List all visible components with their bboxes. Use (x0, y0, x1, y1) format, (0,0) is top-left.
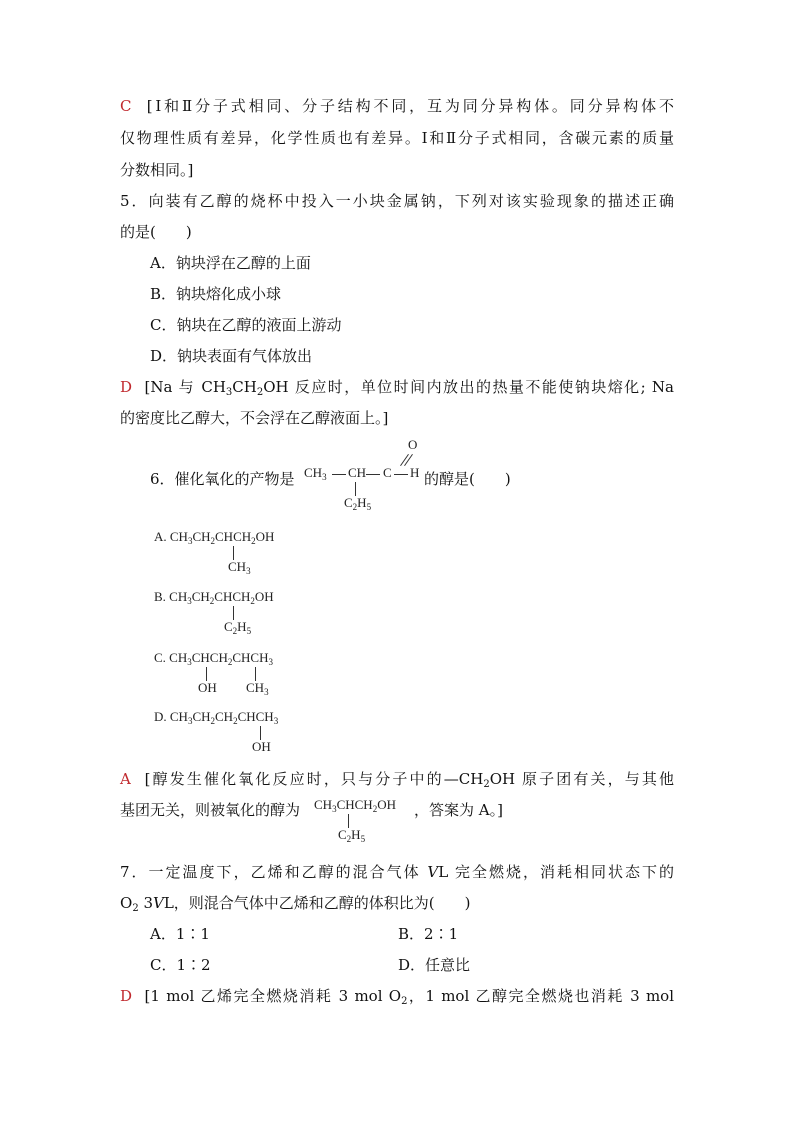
q4-answer-letter: C (120, 97, 132, 115)
q6-product-formula: O $CH_3$ CH C H $C_2H_5$ (304, 437, 420, 512)
q4-answer-line-3: 分数相同。] (120, 161, 194, 179)
q6-answer-line-2-post: ，答案为 A。] (414, 801, 503, 819)
q6-option-a: A. $CH_3CH_2CHCH_2OH$ $CH_3$ (154, 529, 275, 576)
q7-option-a: A．1∶1 (150, 925, 210, 943)
q4-answer-line-2: 仅物理性质有差异，化学性质也有差异。Ⅰ和Ⅱ分子式相同，含碳元素的质量 (120, 129, 674, 147)
q7-answer-line-1: D [1 mol 乙烯完全燃烧消耗 3 mol $O_2$，1 mol 乙醇完全燃烧也消耗 3 mol (120, 987, 674, 1007)
q7-answer-letter: D (120, 987, 133, 1005)
q7-stem-line-2: $O_2$ 3VL，则混合气体中乙烯和乙醇的体积比为( ) (120, 894, 471, 914)
q6-option-b: B. $CH_3CH_2CHCH_2OH$ $C_2H_5$ (154, 589, 274, 636)
q6-answer-line-2-pre: 基团无关，则被氧化的醇为 (120, 801, 301, 819)
q6-answer-line-1: A [醇发生催化氧化反应时，只与分子中的$—CH_2OH$ 原子团有关，与其他 (120, 770, 674, 790)
q4-answer-line-1: C [Ⅰ和Ⅱ分子式相同、分子结构不同，互为同分异构体。同分异构体不 (120, 97, 674, 115)
q5-option-c: C．钠块在乙醇的液面上游动 (150, 316, 342, 334)
q5-option-b: B．钠块熔化成小球 (150, 285, 282, 303)
q5-option-a: A．钠块浮在乙醇的上面 (150, 254, 311, 272)
q7-stem-line-1: 7．一定温度下，乙烯和乙醇的混合气体 VL 完全燃烧，消耗相同状态下的 (120, 863, 675, 881)
q5-answer-line-1: D [Na 与 $CH_3CH_2OH$ 反应时，单位时间内放出的热量不能使钠块熔化; Na (120, 378, 674, 398)
q6-answer-letter: A (120, 770, 131, 788)
q7-option-c: C．1∶2 (150, 956, 211, 974)
q5-answer-line-2: 的密度比乙醇大，不会浮在乙醇液面上。] (120, 409, 389, 427)
q6-stem-pre: 6．催化氧化的产物是 (150, 470, 295, 488)
q5-stem-line-2: 的是( ) (120, 223, 192, 241)
q5-stem-line-1: 5．向装有乙醇的烧杯中投入一小块金属钠，下列对该实验现象的描述正确 (120, 192, 674, 210)
q7-option-b: B．2∶1 (398, 925, 459, 943)
q5-option-d: D．钠块表面有气体放出 (150, 347, 313, 365)
q5-answer-letter: D (120, 378, 133, 396)
q7-option-d: D．任意比 (398, 956, 471, 974)
q6-answer-formula: $CH_3CHCH_2OH$ $C_2H_5$ (314, 797, 396, 844)
q6-stem-post: 的醇是( ) (424, 470, 511, 488)
q6-option-c: C. $CH_3CHCH_2CHCH_3$ OH $CH_3$ (154, 650, 273, 697)
q6-option-d: D. $CH_3CH_2CH_2CHCH_3$ OH (154, 709, 279, 754)
